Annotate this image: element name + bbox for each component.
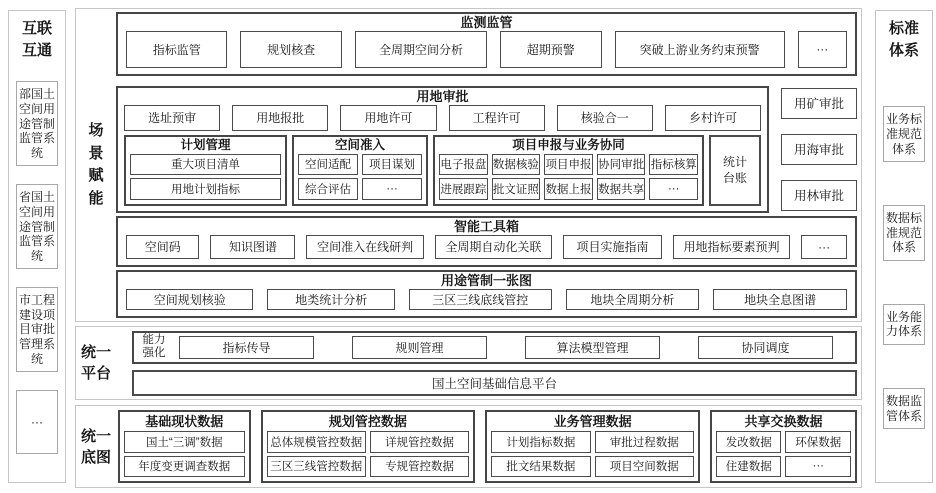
band-label-platform: 统一平台 xyxy=(80,344,111,382)
data-items xyxy=(120,431,249,481)
data-items xyxy=(712,431,855,481)
section-title-land-approval: 用地审批 xyxy=(416,88,469,104)
section-land-approval xyxy=(116,86,769,213)
data-item: 项目空间数据 xyxy=(595,456,694,478)
data-group-current-status xyxy=(118,410,251,483)
section-title-monitoring: 监测监管 xyxy=(460,15,513,30)
left-panel-title: 互联互通 xyxy=(21,20,52,59)
tool-item: 空间准入在线研判 xyxy=(306,235,423,260)
permit-item: 乡村许可 xyxy=(665,105,761,131)
external-system-city: 市工程建设项目审批管理系统 xyxy=(16,287,58,372)
left-panel-interconnect xyxy=(8,10,66,483)
toolbox-items xyxy=(118,235,855,266)
capability-item: 协同调度 xyxy=(698,336,833,359)
external-system-more: ··· xyxy=(16,390,58,454)
approval-forest: 用林审批 xyxy=(781,180,857,211)
capability-items xyxy=(179,336,833,359)
tool-item: 用地指标要素预判 xyxy=(673,235,790,260)
group-title-access: 空间准入 xyxy=(335,137,386,152)
capability-item: 指标传导 xyxy=(179,336,314,359)
data-item: 批文结果数据 xyxy=(491,456,590,478)
plan-item: 重大项目清单 xyxy=(130,154,281,176)
data-item: 审批过程数据 xyxy=(595,431,694,453)
monitoring-items xyxy=(118,31,855,74)
capability-item: 规则管理 xyxy=(352,336,487,359)
plan-items xyxy=(126,154,285,204)
standard-business-spec: 业务标准规范体系 xyxy=(883,106,925,162)
data-group-planning-control xyxy=(261,410,476,483)
left-panel-items xyxy=(9,64,65,473)
band-scene-empowerment xyxy=(75,8,862,322)
group-title-plan: 计划管理 xyxy=(180,137,231,152)
permit-item: 核验合一 xyxy=(557,105,653,131)
external-system-ministry: 部国土空间用途管制监管系统 xyxy=(16,81,58,166)
right-panel-standards xyxy=(875,10,933,483)
monitor-item: 规划核查 xyxy=(240,31,341,68)
collab-item: 项目申报 xyxy=(544,154,593,176)
monitor-item: 全周期空间分析 xyxy=(355,31,487,68)
capability-strengthen-row xyxy=(132,331,857,364)
approval-mining: 用矿审批 xyxy=(781,88,857,119)
standard-business-capability: 业务能力体系 xyxy=(883,304,925,345)
data-group-title: 规划管控数据 xyxy=(328,414,407,429)
section-onemap xyxy=(116,270,857,318)
external-system-province: 省国土空间用途管制监管系统 xyxy=(16,184,58,269)
standard-data-spec: 数据标准规范体系 xyxy=(883,205,925,261)
group-project-collaboration xyxy=(433,135,704,206)
onemap-item: 三区三线底线管控 xyxy=(409,289,552,310)
collab-item-more: ··· xyxy=(649,178,698,200)
approval-sea: 用海审批 xyxy=(781,134,857,165)
monitor-item: 指标监管 xyxy=(126,31,227,68)
onemap-item: 空间规划核验 xyxy=(126,289,253,310)
capability-item: 算法模型管理 xyxy=(525,336,660,359)
data-item: 发改数据 xyxy=(716,431,782,453)
onemap-item: 地类统计分析 xyxy=(267,289,394,310)
land-approval-groups xyxy=(118,135,767,211)
group-title-collab: 项目申报与业务协同 xyxy=(512,137,625,152)
band-label-basemap: 统一底图 xyxy=(80,427,111,466)
permit-items xyxy=(118,105,767,131)
data-group-business-management xyxy=(485,410,700,483)
data-item: 住建数据 xyxy=(716,456,782,478)
data-item: 国土“三调”数据 xyxy=(124,431,245,453)
collab-item: 电子报盘 xyxy=(439,154,488,176)
monitor-item: 超期预警 xyxy=(500,31,601,68)
standard-data-supervision: 数据监管体系 xyxy=(883,388,925,429)
capability-label: 能力强化 xyxy=(142,333,166,360)
band-unified-basemap xyxy=(75,405,862,488)
collab-item: 数据共享 xyxy=(597,178,646,200)
tool-item: 空间码 xyxy=(126,235,199,260)
data-group-share-exchange xyxy=(710,410,857,483)
data-items xyxy=(263,431,474,481)
section-title-toolbox: 智能工具箱 xyxy=(453,218,519,234)
data-item: 详规管控数据 xyxy=(370,431,469,453)
permit-item: 用地许可 xyxy=(340,105,436,131)
base-information-platform-bar: 国土空间基础信息平台 xyxy=(132,370,857,396)
permit-item: 用地报批 xyxy=(232,105,328,131)
collab-item: 数据核验 xyxy=(492,154,541,176)
tool-item-more: ··· xyxy=(801,235,847,260)
data-group-title: 基础现状数据 xyxy=(145,414,224,429)
data-group-title: 业务管理数据 xyxy=(553,414,632,429)
permit-item: 选址预审 xyxy=(124,105,220,131)
band-unified-platform xyxy=(75,326,862,400)
collab-item: 指标核算 xyxy=(649,154,698,176)
access-item-more: ··· xyxy=(362,178,422,200)
onemap-item: 地块全周期分析 xyxy=(566,289,700,310)
data-item: 计划指标数据 xyxy=(491,431,590,453)
data-item: 三区三线管控数据 xyxy=(267,456,366,478)
monitor-item: 突破上游业务约束预警 xyxy=(615,31,785,68)
band-label-scene: 场景赋能 xyxy=(88,122,104,207)
collab-item: 进展跟踪 xyxy=(439,178,488,200)
data-item-more: ··· xyxy=(785,456,851,478)
data-item: 专规管控数据 xyxy=(370,456,469,478)
data-group-title: 共享交换数据 xyxy=(744,414,823,429)
data-items xyxy=(487,431,698,481)
section-title-onemap: 用途管制一张图 xyxy=(440,273,532,289)
ledger-label: 统计台账 xyxy=(722,154,747,186)
access-item: 综合评估 xyxy=(298,178,358,200)
approval-row xyxy=(116,86,857,213)
group-plan-management xyxy=(124,135,287,206)
access-item: 空间适配 xyxy=(298,154,358,176)
collab-items xyxy=(435,154,702,204)
permit-item: 工程许可 xyxy=(449,105,545,131)
platform-content xyxy=(116,327,861,399)
scene-content xyxy=(116,9,861,321)
data-item: 年度变更调查数据 xyxy=(124,456,245,478)
data-item: 环保数据 xyxy=(785,431,851,453)
onemap-item: 地块全息图谱 xyxy=(713,289,847,310)
tool-item: 知识图谱 xyxy=(210,235,295,260)
section-smart-toolbox xyxy=(116,216,857,268)
collab-item: 协同审批 xyxy=(597,154,646,176)
collab-item: 批文证照 xyxy=(492,178,541,200)
access-items xyxy=(294,154,426,204)
right-panel-items xyxy=(876,64,932,473)
group-space-access xyxy=(292,135,428,206)
basemap-content xyxy=(116,406,861,487)
monitor-item-more: ··· xyxy=(798,31,847,68)
onemap-items xyxy=(118,289,855,316)
plan-item: 用地计划指标 xyxy=(130,178,281,200)
section-monitoring xyxy=(116,12,857,76)
data-item: 总体规模管控数据 xyxy=(267,431,366,453)
tool-item: 项目实施指南 xyxy=(563,235,662,260)
tool-item: 全周期自动化关联 xyxy=(435,235,552,260)
ledger-box xyxy=(709,135,761,206)
right-panel-title: 标准体系 xyxy=(888,20,919,59)
other-approvals xyxy=(781,86,857,213)
collab-item: 数据上报 xyxy=(544,178,593,200)
access-item: 项目谋划 xyxy=(362,154,422,176)
